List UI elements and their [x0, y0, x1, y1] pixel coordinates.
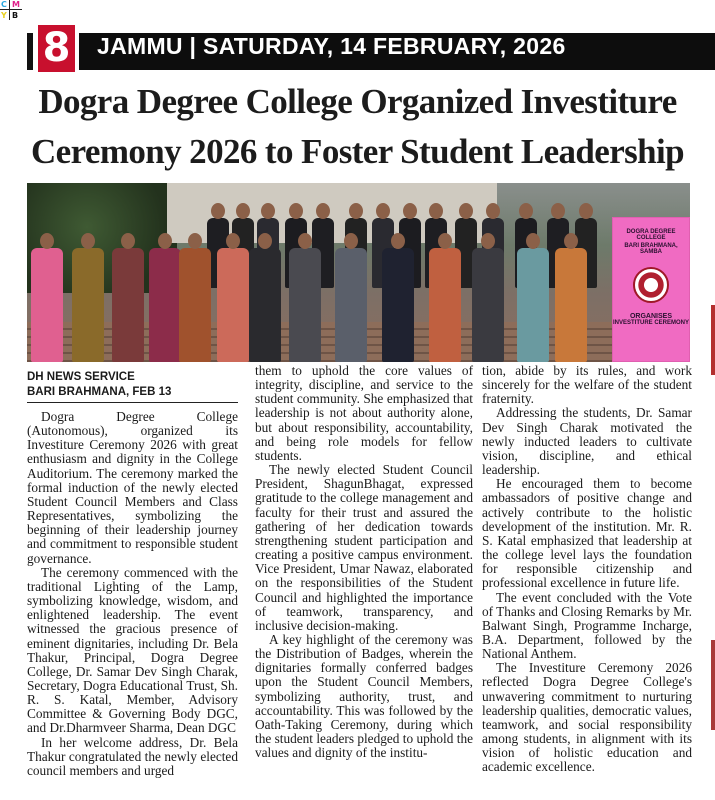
- person-body: [249, 248, 281, 362]
- person-head: [40, 233, 54, 249]
- person-head: [344, 233, 358, 249]
- reg-m: M: [12, 0, 20, 9]
- person-head: [81, 233, 95, 249]
- person-head: [349, 203, 363, 219]
- person-body: [429, 248, 461, 362]
- person-body: [382, 248, 414, 362]
- reg-c: C: [1, 0, 7, 9]
- ceremony-banner: [612, 217, 690, 362]
- group-photo: [27, 183, 690, 362]
- person-body: [179, 248, 211, 362]
- paragraph: The ceremony commenced with the traditional Lighting of the Lamp, symbolizing knowledge, wisdom, and enlightened leadership. The event witnessed the gracious presence of eminent dignitaries, including Dr. Bela Thakur, Principal, Dogra Degree College, Dr. Samar Dev Singh Charak, Secretary, Dogra Educational Trust, Sh. R. S. Katal, Member, Advisory Committee & Governing Body DGC, and Dr.Dharmveer Sharma, Dean DGC: [27, 564, 238, 736]
- person-head: [519, 203, 533, 219]
- person-body: [517, 248, 549, 362]
- header-bar: [79, 33, 715, 70]
- dateline: JAMMU | SATURDAY, 14 FEBRUARY, 2026: [97, 33, 566, 59]
- person-head: [121, 233, 135, 249]
- person-body: [472, 248, 504, 362]
- person-body: [112, 248, 144, 362]
- person-head: [481, 233, 495, 249]
- person-head: [289, 203, 303, 219]
- person-head: [459, 203, 473, 219]
- reg-y: Y: [1, 11, 7, 20]
- person-head: [158, 233, 172, 249]
- person-head: [403, 203, 417, 219]
- page-number: 8: [38, 25, 75, 72]
- paragraph: The newly elected Student Council President, ShagunBhagat, expressed gratitude to the college management and faculty for their trust and assured the gathering of her dedication towards strengthening student participation and creating a positive campus environment. Vice President, Umar Nawaz, elaborated on the responsibilities of the Student Council and highlighted the importance of teamwork, transparency, and inclusive decision-making.: [255, 462, 473, 633]
- adjacent-page-edge: [711, 305, 715, 375]
- registration-mark: [0, 0, 24, 20]
- person-head: [226, 233, 240, 249]
- person-head: [564, 233, 578, 249]
- paragraph: A key highlight of the ceremony was the Distribution of Badges, wherein the dignitaries formally conferred badges upon the Student Council Members, symbolizing authority, trust, and accountability. This was followed by the Oath-Taking Ceremony, during which the student leaders pledged to uphold the values and dignity of the institu-: [255, 631, 473, 761]
- person-body: [335, 248, 367, 362]
- paragraph: The Investiture Ceremony 2026 reflected Dogra Degree College's unwavering commitment to nurturing leadership qualities, democratic values, teamwork, and social responsibility among students, in alignment with its vision of holistic education and academic excellence.: [482, 660, 692, 775]
- banner-line-4: INVESTITURE CEREMONY: [613, 320, 690, 326]
- person-body: [72, 248, 104, 362]
- person-head: [429, 203, 443, 219]
- adjacent-page-edge: [711, 640, 715, 730]
- person-head: [188, 233, 202, 249]
- header-stub: [27, 33, 33, 70]
- person-head: [526, 233, 540, 249]
- person-body: [289, 248, 321, 362]
- byline-place-date: BARI BRAHMANA, FEB 13: [27, 386, 172, 398]
- person-head: [486, 203, 500, 219]
- person-head: [438, 233, 452, 249]
- paragraph: He encouraged them to become ambassadors of positive change and actively contribute to the holistic development of the institution. Mr. R. S. Katal emphasized that leadership at the college level lays the foundation for responsible citizenship and professional excellence in future life.: [482, 476, 692, 591]
- person-head: [579, 203, 593, 219]
- article-column-2: [255, 364, 473, 760]
- byline: [27, 370, 238, 403]
- person-head: [211, 203, 225, 219]
- byline-agency: DH NEWS SERVICE: [27, 371, 135, 383]
- person-head: [236, 203, 250, 219]
- paragraph: Addressing the students, Dr. Samar Dev Singh Charak motivated the newly inducted leaders to cultivate vision, discipline, and ethical leadership.: [482, 405, 692, 478]
- banner-line-2: BARI BRAHMANA, SAMBA: [624, 243, 678, 255]
- person-head: [298, 233, 312, 249]
- article-column-1: [27, 410, 238, 778]
- banner-line-3: ORGANISES: [629, 313, 672, 320]
- headline-line-1: Dogra Degree College Organized Investiture: [38, 82, 677, 121]
- person-body: [31, 248, 63, 362]
- person-head: [261, 203, 275, 219]
- person-head: [258, 233, 272, 249]
- person-body: [555, 248, 587, 362]
- person-body: [217, 248, 249, 362]
- paragraph: In her welcome address, Dr. Bela Thakur congratulated the newly elected council members and urged: [27, 734, 238, 778]
- person-head: [316, 203, 330, 219]
- paragraph: tion, abide by its rules, and work sincerely for the welfare of the student fraternity.: [482, 363, 692, 407]
- headline-line-2: Ceremony 2026 to Foster Student Leadership: [30, 132, 685, 171]
- person-body: [149, 248, 181, 362]
- college-logo: [633, 267, 669, 303]
- person-head: [376, 203, 390, 219]
- article-column-3: [482, 364, 692, 775]
- person-head: [551, 203, 565, 219]
- person-head: [391, 233, 405, 249]
- paragraph: The event concluded with the Vote of Thanks and Closing Remarks by Mr. Balwant Singh, Programme Incharge, B.A. Department, followed by the National Anthem.: [482, 589, 692, 662]
- banner-line-1: DOGRA DEGREE COLLEGE: [626, 229, 676, 241]
- paragraph: Dogra Degree College (Autonomous), organized its Investiture Ceremony 2026 with great enthusiasm and dignity in the College Auditorium. The ceremony marked the formal induction of the newly elected Student Council Members and Class Representatives, symbolizing the beginning of their leadership journey and commitment to responsible student governance.: [27, 409, 238, 566]
- paragraph: them to uphold the core values of integrity, discipline, and service to the student community. She emphasized that leadership is not about authority alone, but about responsibility, accountability, and being role models for fellow students.: [255, 363, 473, 463]
- reg-b: B: [12, 11, 19, 20]
